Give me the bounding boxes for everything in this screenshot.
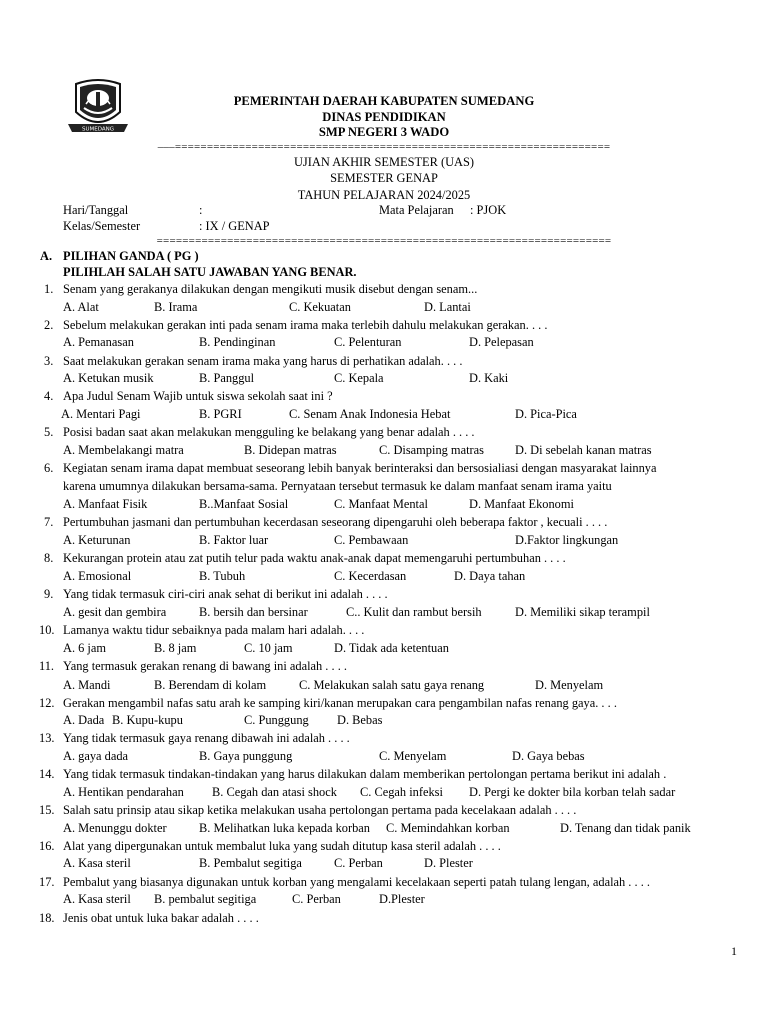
question-number: 1. <box>44 282 54 296</box>
question-number: 10. <box>39 623 55 637</box>
option-d: D. Plester <box>424 856 473 870</box>
separator-top: –––==================================================================== <box>157 141 611 153</box>
date-label: Hari/Tanggal <box>63 203 129 217</box>
class-label: Kelas/Semester <box>63 219 141 233</box>
option-b: B. Pendinginan <box>199 335 276 349</box>
semester-title: SEMESTER GENAP <box>330 171 438 185</box>
question-number: 8. <box>44 551 54 565</box>
question-number: 4. <box>44 389 54 403</box>
section-title: PILIHAN GANDA ( PG ) <box>63 249 199 263</box>
option-c: C. Punggung <box>244 713 309 727</box>
option-d: D. Tenang dan tidak panik <box>560 821 691 835</box>
option-a: A. gaya dada <box>63 749 129 763</box>
question-number: 3. <box>44 354 54 368</box>
question-text: Pembalut yang biasanya digunakan untuk korban yang mengalami kecelakaan seperti patah tulang lengan, adalah . . . . <box>63 875 650 889</box>
header-line-3: SMP NEGERI 3 WADO <box>318 125 450 139</box>
option-a: A. Kasa steril <box>63 856 131 870</box>
header-line-2: DINAS PENDIDIKAN <box>322 110 446 124</box>
question-number: 13. <box>39 731 55 745</box>
option-d: D. Daya tahan <box>454 569 526 583</box>
question-text: Gerakan mengambil nafas satu arah ke samping kiri/kanan merupakan cara pengambilan nafas renang gaya. . . . <box>63 696 617 710</box>
option-d: D. Menyelam <box>535 678 604 692</box>
option-a: A. Ketukan musik <box>63 371 154 385</box>
question-number: 2. <box>44 318 54 332</box>
option-b: B. Kupu-kupu <box>112 713 183 727</box>
section-letter: A. <box>40 249 53 263</box>
subject-label: Mata Pelajaran <box>379 203 454 217</box>
option-b: B. Irama <box>154 300 198 314</box>
option-a: A. Mentari Pagi <box>61 407 141 421</box>
option-a: A. Menunggu dokter <box>63 821 167 835</box>
option-d: D. Pergi ke dokter bila korban telah sadar <box>469 785 676 799</box>
question-text: Jenis obat untuk luka bakar adalah . . . . <box>63 911 259 925</box>
option-a: A. Dada <box>63 713 105 727</box>
date-value: : <box>199 203 203 217</box>
separator-bottom: ======================================================================= <box>156 235 612 247</box>
option-c: C. Perban <box>334 856 383 870</box>
question-number: 17. <box>39 875 55 889</box>
option-d: D. Tidak ada ketentuan <box>334 641 449 655</box>
option-d: D. Memiliki sikap terampil <box>515 605 650 619</box>
option-a: A. Keturunan <box>63 533 131 547</box>
option-b: B..Manfaat Sosial <box>199 497 289 511</box>
option-d: D.Plester <box>379 892 425 906</box>
question-number: 15. <box>39 803 55 817</box>
option-a: A. gesit dan gembira <box>63 605 167 619</box>
option-d: D. Bebas <box>337 713 383 727</box>
question-number: 9. <box>44 587 54 601</box>
option-c: C. Pelenturan <box>334 335 402 349</box>
option-c: C. Perban <box>292 892 341 906</box>
academic-year: TAHUN PELAJARAN 2024/2025 <box>297 188 471 202</box>
option-a: A. Mandi <box>63 678 111 692</box>
option-d: D. Gaya bebas <box>512 749 585 763</box>
option-b: B. Pembalut segitiga <box>199 856 302 870</box>
logo-text: SUMEDANG <box>81 126 115 133</box>
option-c: C. 10 jam <box>244 641 293 655</box>
option-c: C. Kepala <box>334 371 384 385</box>
option-a: A. Hentikan pendarahan <box>63 785 184 799</box>
option-a: A. Manfaat Fisik <box>63 497 148 511</box>
question-text: Lamanya waktu tidur sebaiknya pada malam hari adalah. . . . <box>63 623 365 637</box>
class-value: : IX / GENAP <box>199 219 270 233</box>
option-b: B. Berendam di kolam <box>154 678 267 692</box>
option-c: C. Menyelam <box>379 749 447 763</box>
option-b: B. 8 jam <box>154 641 197 655</box>
question-number: 6. <box>44 461 54 475</box>
subject-value: : PJOK <box>470 203 507 217</box>
option-d: D. Manfaat Ekonomi <box>469 497 574 511</box>
option-d: D. Di sebelah kanan matras <box>515 443 652 457</box>
option-a: A. Membelakangi matra <box>63 443 184 457</box>
option-b: B. Didepan matras <box>244 443 337 457</box>
option-b: B. bersih dan bersinar <box>199 605 308 619</box>
option-c: C. Cegah infeksi <box>360 785 443 799</box>
option-b: B. Melihatkan luka kepada korban <box>199 821 371 835</box>
exam-title: UJIAN AKHIR SEMESTER (UAS) <box>293 155 474 169</box>
question-number: 16. <box>39 839 55 853</box>
option-a: A. Alat <box>63 300 99 314</box>
option-c: C. Melakukan salah satu gaya renang <box>299 678 485 692</box>
option-d: D. Lantai <box>424 300 471 314</box>
question-text: Alat yang dipergunakan untuk membalut luka yang sudah ditutup kasa steril adalah . . . . <box>63 839 501 853</box>
option-b: B. Faktor luar <box>199 533 269 547</box>
question-text: Apa Judul Senam Wajib untuk siswa sekolah saat ini ? <box>63 389 333 403</box>
question-text: Yang tidak termasuk gaya renang dibawah ini adalah . . . . <box>63 731 350 745</box>
option-a: A. Emosional <box>63 569 132 583</box>
option-c: C.. Kulit dan rambut bersih <box>346 605 482 619</box>
option-a: A. Pemanasan <box>63 335 134 349</box>
option-a: A. Kasa steril <box>63 892 131 906</box>
option-d: D.Faktor lingkungan <box>515 533 619 547</box>
question-text: Yang tidak termasuk ciri-ciri anak sehat di berikut ini adalah . . . . <box>63 587 388 601</box>
option-a: A. 6 jam <box>63 641 107 655</box>
option-b: B. PGRI <box>199 407 242 421</box>
option-b: B. Panggul <box>199 371 255 385</box>
question-text: Posisi badan saat akan melakukan mengguling ke belakang yang benar adalah . . . . <box>63 425 475 439</box>
page-number: 1 <box>731 944 737 958</box>
option-d: D. Pelepasan <box>469 335 534 349</box>
question-text: Sebelum melakukan gerakan inti pada senam irama maka terlebih dahulu melakukan gerakan. . . . <box>63 318 548 332</box>
option-c: C. Pembawaan <box>334 533 409 547</box>
question-number: 7. <box>44 515 54 529</box>
option-b: B. pembalut segitiga <box>154 892 257 906</box>
question-number: 14. <box>39 767 55 781</box>
option-c: C. Manfaat Mental <box>334 497 428 511</box>
option-c: C. Senam Anak Indonesia Hebat <box>289 407 451 421</box>
question-text: Salah satu prinsip atau sikap ketika melakukan usaha pertolongan pertama pada kecelakaan adalah . . . . <box>63 803 577 817</box>
question-text: Yang termasuk gerakan renang di bawang ini adalah . . . . <box>63 659 347 673</box>
option-b: B. Tubuh <box>199 569 246 583</box>
question-text: Pertumbuhan jasmani dan pertumbuhan kecerdasan seseorang dipengaruhi oleh beberapa faktor , kecuali . . . . <box>63 515 608 529</box>
question-text: Saat melakukan gerakan senam irama maka yang harus di perhatikan adalah. . . . <box>63 354 463 368</box>
option-b: B. Cegah dan atasi shock <box>212 785 337 799</box>
question-number: 18. <box>39 911 55 925</box>
question-number: 11. <box>39 659 55 673</box>
option-c: C. Kecerdasan <box>334 569 407 583</box>
section-instruction: PILIHLAH SALAH SATU JAWABAN YANG BENAR. <box>63 265 357 279</box>
question-text-cont: karena umumnya dilakukan bersama-sama. Pernyataan tersebut termasuk ke dalam manfaat senam irama yaitu <box>63 479 612 493</box>
question-text: Kegiatan senam irama dapat membuat seseorang lebih banyak berinteraksi dan bersosialiasi dengan masyarakat lainnya <box>63 461 657 475</box>
question-text: Yang tidak termasuk tindakan-tindakan yang harus dilakukan dalam memberikan pertolongan pertama berikut ini adalah . <box>63 767 667 781</box>
question-text: Kekurangan protein atau zat putih telur pada waktu anak-anak dapat memengaruhi pertumbuhan . . . . <box>63 551 566 565</box>
question-number: 12. <box>39 696 55 710</box>
question-text: Senam yang gerakanya dilakukan dengan mengikuti musik disebut dengan senam... <box>63 282 478 296</box>
option-c: C. Memindahkan korban <box>386 821 510 835</box>
option-c: C. Disamping matras <box>379 443 484 457</box>
option-d: D. Kaki <box>469 371 509 385</box>
question-number: 5. <box>44 425 54 439</box>
header-line-1: PEMERINTAH DAERAH KABUPATEN SUMEDANG <box>233 94 535 108</box>
option-c: C. Kekuatan <box>289 300 351 314</box>
option-d: D. Pica-Pica <box>515 407 577 421</box>
option-b: B. Gaya punggung <box>199 749 293 763</box>
